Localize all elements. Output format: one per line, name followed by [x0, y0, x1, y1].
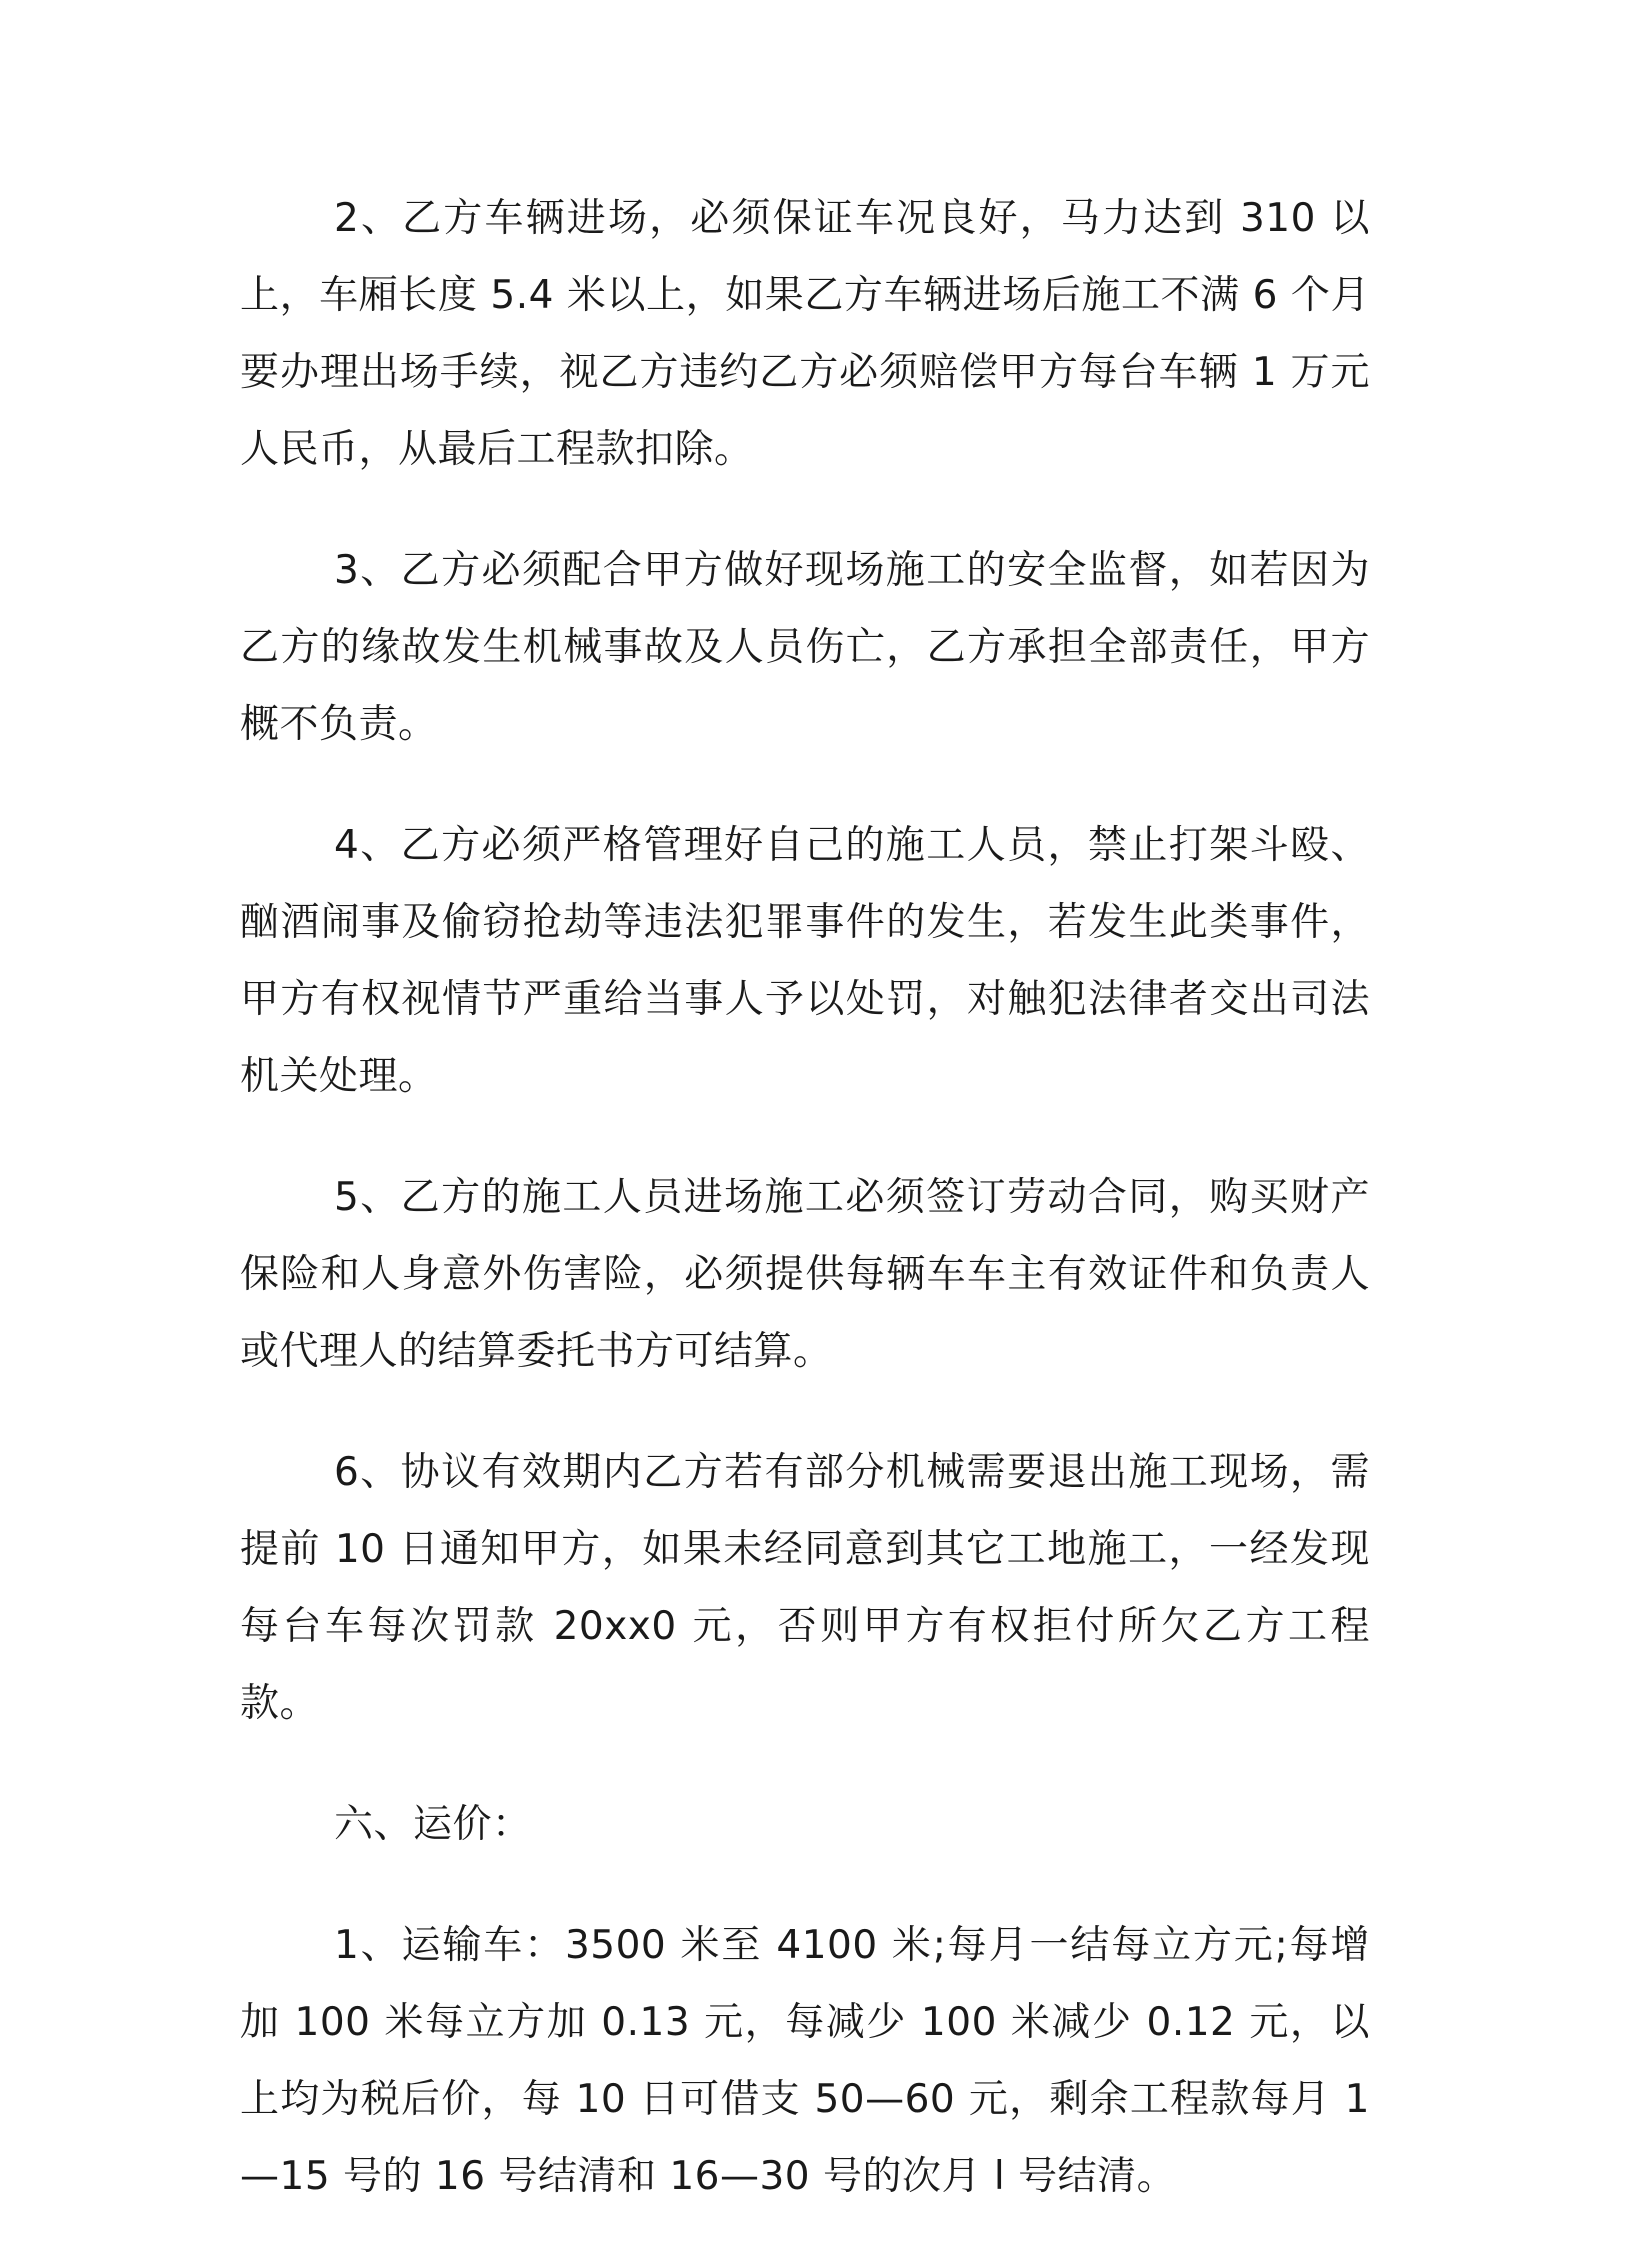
section-heading-freight-price: 六、运价： — [334, 1802, 532, 1847]
clause-4-paragraph: 4、乙方必须严格管理好自己的施工人员，禁止打架斗殴、酗酒闹事及偷窃抢劫等违法犯罪事件的发生，若发生此类事件，甲方有权视情节严重给当事人予以处罚，对触犯法律者交出司法机关处理。 — [240, 823, 1370, 1099]
clause-2-paragraph: 2、乙方车辆进场，必须保证车况良好，马力达到 310 以上，车厢长度 5.4 米以上，如果乙方车辆进场后施工不满 6 个月要办理出场手续，视乙方违约乙方必须赔偿甲方每台车辆 1 万元人民币，从最后工程款扣除。 — [240, 196, 1370, 472]
clause-5-paragraph: 5、乙方的施工人员进场施工必须签订劳动合同，购买财产保险和人身意外伤害险，必须提供每辆车车主有效证件和负责人或代理人的结算委托书方可结算。 — [240, 1175, 1370, 1374]
clause-3-paragraph: 3、乙方必须配合甲方做好现场施工的安全监督，如若因为乙方的缘故发生机械事故及人员伤亡，乙方承担全部责任，甲方概不负责。 — [240, 548, 1370, 747]
document-body — [240, 180, 1370, 2259]
freight-clause-1-paragraph: 1、运输车：3500 米至 4100 米;每月一结每立方元;每增加 100 米每立方加 0.13 元，每减少 100 米减少 0.12 元，以上均为税后价，每 10 日可借支 50—60 元，剩余工程款每月 1—15 号的 16 号结清和 16—30 号的次月 l 号结清。 — [240, 1923, 1370, 2199]
clause-6-paragraph: 6、协议有效期内乙方若有部分机械需要退出施工现场，需提前 10 日通知甲方，如果未经同意到其它工地施工，一经发现每台车每次罚款 20xx0 元，否则甲方有权拒付所欠乙方工程款。 — [240, 1450, 1370, 1726]
